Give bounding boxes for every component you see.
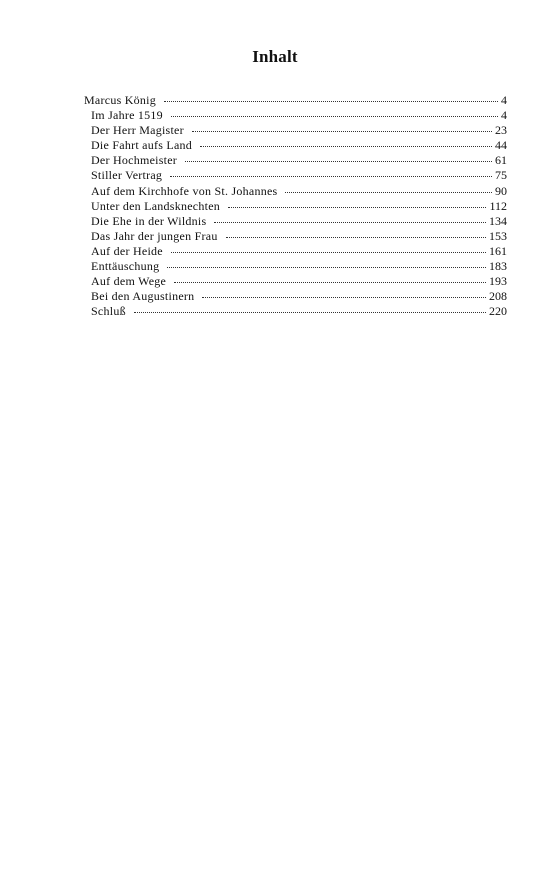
toc-entry [84,304,507,319]
toc-entry-label: Der Hochmeister [91,153,178,168]
toc-dot-leader [192,130,492,132]
toc-entry [84,138,507,153]
toc-entry-page: 44 [495,138,507,153]
toc-entry [84,184,507,199]
toc-entry [84,274,507,289]
toc-entry-page: 134 [489,213,507,228]
toc-entry-page: 4 [501,108,507,123]
toc-dot-leader [285,191,492,193]
toc-entry-page: 183 [489,259,507,274]
toc-entry-page: 153 [489,228,507,243]
toc-entry-label: Enttäuschung [91,259,160,274]
toc-dot-leader [174,281,486,283]
toc-dot-leader [214,221,486,223]
toc-entry-label: Schluß [91,304,126,319]
toc-dot-leader [228,206,486,208]
toc-entry [84,244,507,259]
toc-entry-page: 61 [495,153,507,168]
toc-entry-page: 220 [489,304,507,319]
toc-dot-leader [164,100,498,102]
toc-entry-page: 75 [495,168,507,183]
toc-entry [84,259,507,274]
toc-entry-label: Die Fahrt aufs Land [91,138,193,153]
toc-entry-page: 161 [489,243,507,258]
toc-entry-label: Das Jahr der jungen Frau [91,228,218,243]
toc-entry-label: Der Herr Magister [91,123,184,138]
toc-dot-leader [170,175,492,177]
toc-entry-label: Auf der Heide [91,243,163,258]
toc-entry-label: Auf dem Wege [91,274,167,289]
toc-entry-label: Im Jahre 1519 [91,108,163,123]
page-title: Inhalt [252,47,298,66]
toc-dot-leader [171,251,486,253]
toc-entry [84,289,507,304]
toc-entry-label: Auf dem Kirchhofe von St. Johannes [91,183,278,198]
toc-entry-page: 208 [489,289,507,304]
toc-dot-leader [171,115,498,117]
toc-entry-page: 23 [495,123,507,138]
toc-dot-leader [134,311,486,313]
toc-dot-leader [200,145,492,147]
toc-entry [84,153,507,168]
toc-entry-page: 193 [489,274,507,289]
toc-entry-label: Stiller Vertrag [91,168,163,183]
toc-dot-leader [167,266,486,268]
toc-entry [84,123,507,138]
toc-dot-leader [226,236,486,238]
toc-entry-label: Die Ehe in der Wildnis [91,213,207,228]
toc-entry [84,108,507,123]
toc-entry-page: 112 [489,198,507,213]
toc-dot-leader [185,160,492,162]
toc-entry [84,229,507,244]
toc-dot-leader [202,296,486,298]
toc-entry-page: 4 [501,93,507,107]
toc-entry [84,214,507,229]
toc-entry [84,168,507,183]
toc-entry-label: Marcus König [84,93,156,107]
toc-entry-label: Unter den Landsknechten [91,198,221,213]
toc-entry-page: 90 [495,183,507,198]
toc-entry [84,199,507,214]
table-of-contents [84,93,507,319]
toc-entry-label: Bei den Augustinern [91,289,195,304]
toc-entry [84,93,507,108]
